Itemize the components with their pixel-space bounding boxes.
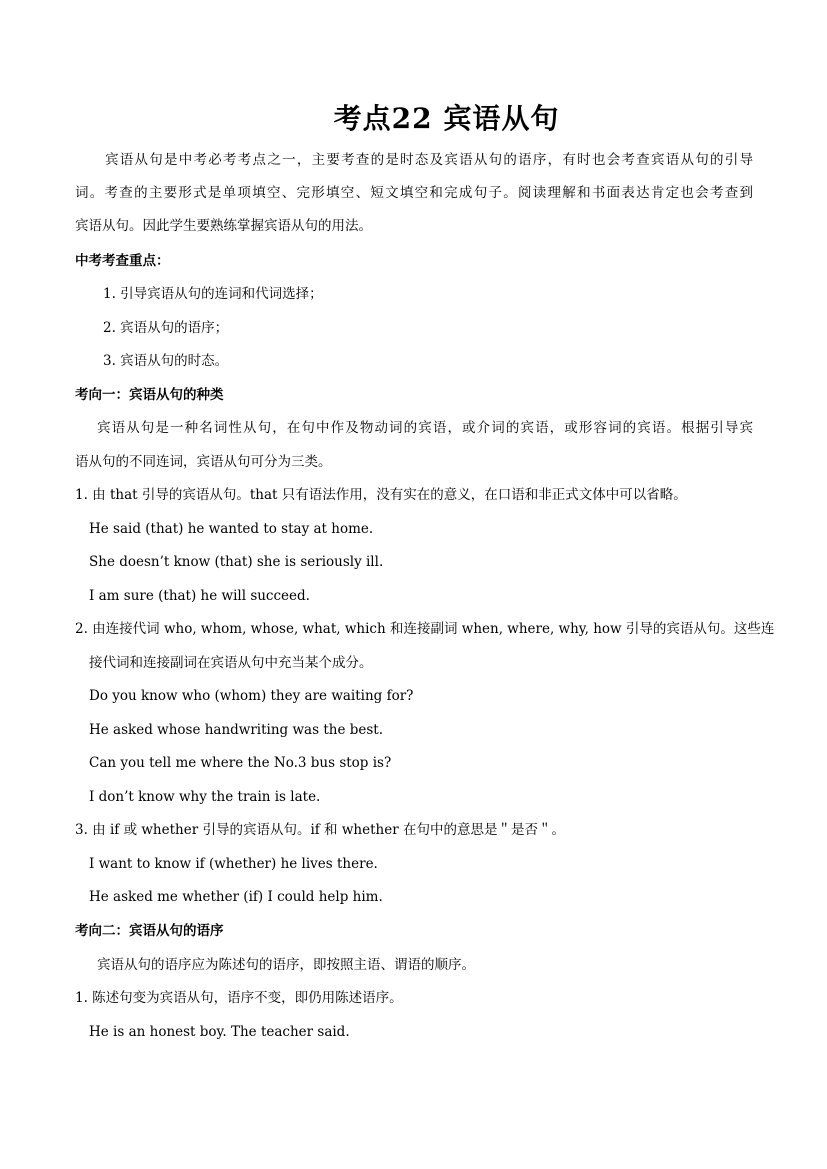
type3-example-2: He asked me whether (if) I could help him.: [89, 889, 383, 905]
type2-example-1: Do you know who (whom) they are waiting for?: [89, 688, 414, 704]
intro-line-2: 词。考查的主要形式是单项填空、完形填空、短文填空和完成句子。阅读理解和书面表达肯定也会考查到: [75, 185, 753, 201]
type3-example-1: I want to know if (whether) he lives there.: [89, 856, 378, 872]
type1-example-3: I am sure (that) he will succeed.: [89, 588, 310, 604]
intro-line-3: 宾语从句。因此学生要熟练掌握宾语从句的用法。: [75, 218, 372, 234]
section1-heading: 考向一：宾语从句的种类: [75, 387, 224, 403]
section2-example-1: He is an honest boy. The teacher said.: [89, 1024, 350, 1040]
key-point-item-2: 2. 宾语从句的语序；: [103, 320, 229, 336]
section1-desc-line-2: 语从句的不同连词，宾语从句可分为三类。: [75, 454, 332, 470]
type2-example-3: Can you tell me where the No.3 bus stop is?: [89, 755, 392, 771]
type2-text-line-2: 接代词和连接副词在宾语从句中充当某个成分。: [89, 655, 373, 671]
type1-text: 1. 由 that 引导的宾语从句。that 只有语法作用，没有实在的意义，在口语和非正式文体中可以省略。: [75, 487, 687, 503]
key-point-item-1: 1. 引导宾语从句的连词和代词选择；: [103, 286, 323, 302]
page-title: 考点22 宾语从句: [333, 102, 560, 135]
key-point-item-3: 3. 宾语从句的时态。: [103, 353, 229, 369]
key-points-heading: 中考考查重点：: [75, 253, 170, 269]
type2-example-2: He asked whose handwriting was the best.: [89, 722, 383, 738]
type2-example-4: I don’t know why the train is late.: [89, 789, 321, 805]
type3-text: 3. 由 if 或 whether 引导的宾语从句。if 和 whether 在句中的意思是＂是否＂。: [75, 822, 565, 838]
section2-rule-1: 1. 陈述句变为宾语从句，语序不变，即仍用陈述语序。: [75, 990, 403, 1006]
type1-example-2: She doesn’t know (that) she is seriously ill.: [89, 554, 384, 570]
section1-desc-line-1: 宾语从句是一种名词性从句，在句中作及物动词的宾语，或介词的宾语，或形容词的宾语。根据引导宾: [97, 420, 753, 436]
section2-desc: 宾语从句的语序应为陈述句的语序，即按照主语、谓语的顺序。: [97, 957, 475, 973]
type2-text-line-1: 2. 由连接代词 who, whom, whose, what, which 和连接副词 when, where, why, how 引导的宾语从句。这些连: [75, 621, 775, 637]
type1-example-1: He said (that) he wanted to stay at home.: [89, 521, 374, 537]
intro-line-1: 宾语从句是中考必考考点之一，主要考查的是时态及宾语从句的语序，有时也会考查宾语从句的引导: [105, 152, 753, 168]
section2-heading: 考向二：宾语从句的语序: [75, 923, 224, 939]
